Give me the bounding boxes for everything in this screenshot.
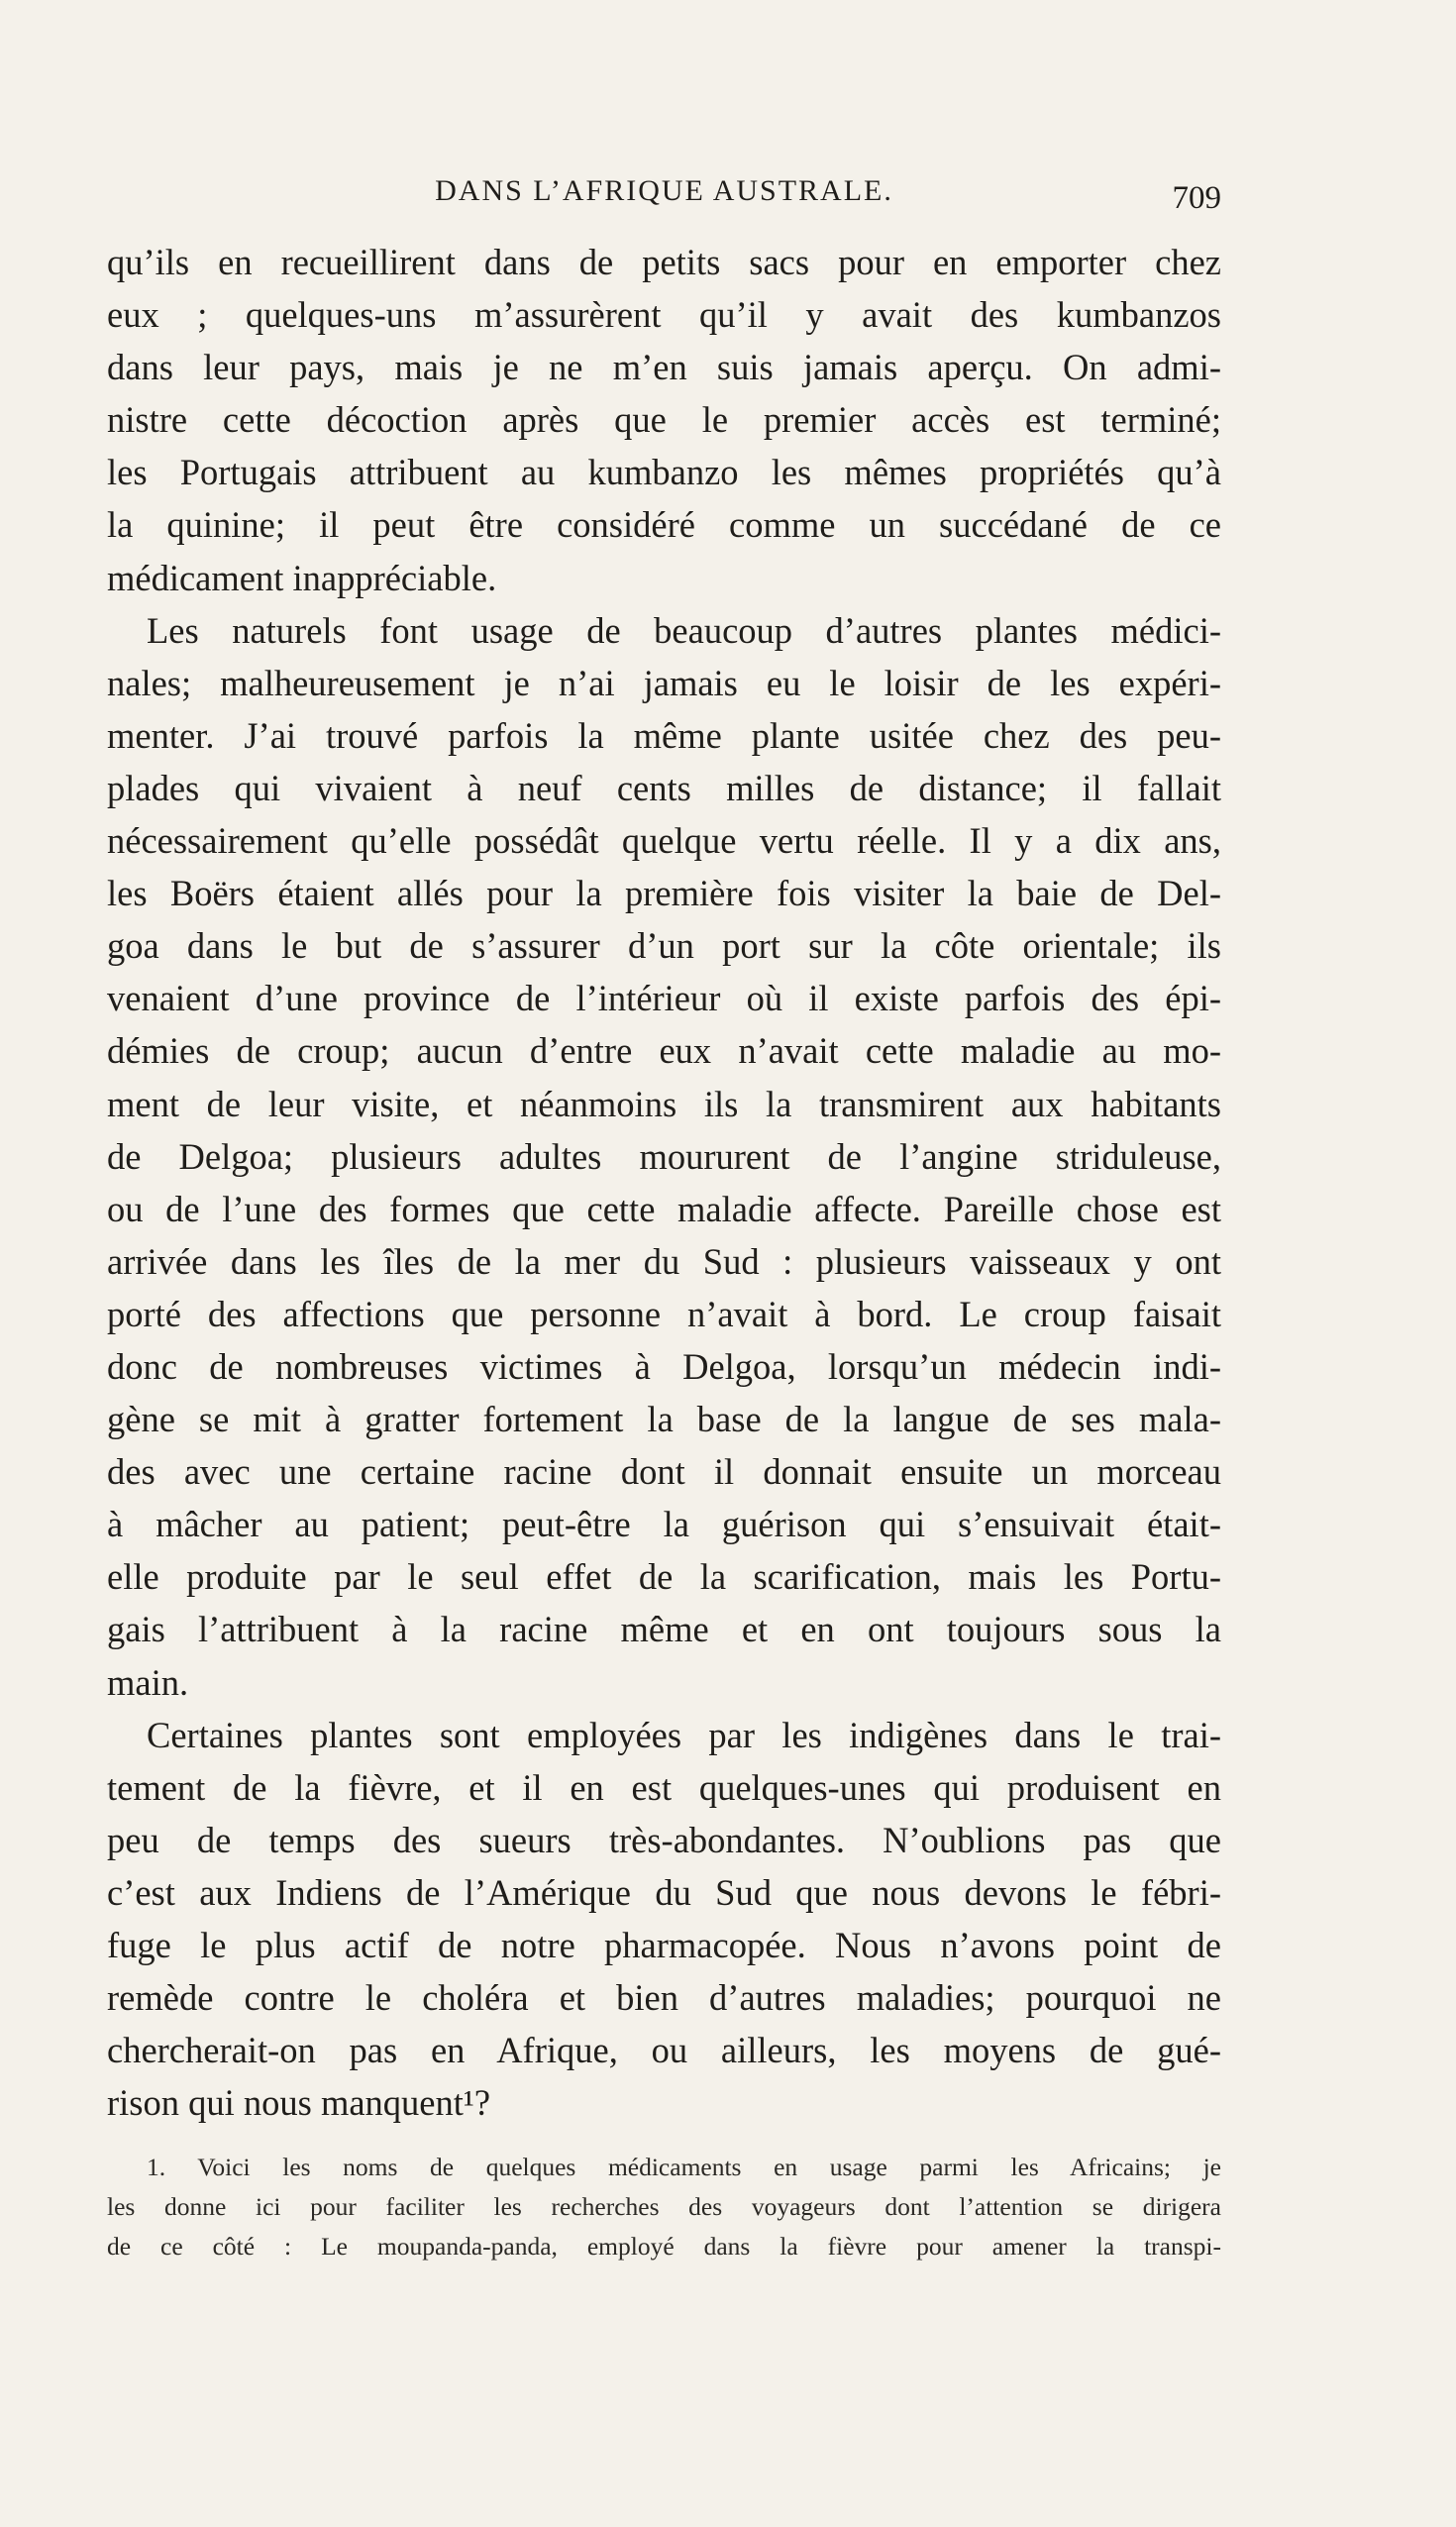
text-line: gène se mit à gratter fortement la base de la langue de ses mala- — [107, 1399, 1221, 1440]
text-line: plades qui vivaient à neuf cents milles de distance; il fallait — [107, 767, 1221, 808]
text-line: porté des affections que personne n’avait à bord. Le croup faisait — [107, 1293, 1221, 1334]
text-line: elle produite par le seul effet de la scarification, mais les Portu- — [107, 1556, 1221, 1598]
running-head: DANS L’AFRIQUE AUSTRALE. — [435, 174, 893, 207]
text-line: nales; malheureusement je n’ai jamais eu le loisir de les expéri- — [107, 662, 1221, 703]
text-line: médicament inappréciable. — [107, 557, 497, 598]
text-line: gais l’attribuent à la racine même et en ont toujours sous la — [107, 1609, 1221, 1650]
text-line: dans leur pays, mais je ne m’en suis jamais aperçu. On admi- — [107, 347, 1221, 388]
text-line: Certaines plantes sont employées par les indigènes dans le trai- — [147, 1714, 1221, 1755]
footnote-line: 1. Voici les noms de quelques médicaments en usage parmi les Africains; je — [147, 2153, 1221, 2181]
text-line: qu’ils en recueillirent dans de petits sacs pour en emporter chez — [107, 242, 1221, 282]
text-line: goa dans le but de s’assurer d’un port sur la côte orientale; ils — [107, 925, 1221, 967]
footnote-line: les donne ici pour faciliter les recherches des voyageurs dont l’attention se dirigera — [107, 2192, 1221, 2221]
text-line: ou de l’une des formes que cette maladie affecte. Pareille chose est — [107, 1188, 1221, 1229]
text-line: rison qui nous manquent¹? — [107, 2082, 491, 2124]
text-line: nistre cette décoction après que le premier accès est terminé; — [107, 399, 1221, 441]
text-line: peu de temps des sueurs très-abondantes. N’oublions pas que — [107, 1819, 1221, 1860]
text-line: venaient d’une province de l’intérieur où il existe parfois des épi- — [107, 978, 1221, 1019]
text-line: c’est aux Indiens de l’Amérique du Sud que nous devons le fébri- — [107, 1871, 1221, 1913]
text-line: ment de leur visite, et néanmoins ils la transmirent aux habitants — [107, 1083, 1221, 1124]
text-line: les Portugais attribuent au kumbanzo les mêmes propriétés qu’à — [107, 452, 1221, 493]
text-line: donc de nombreuses victimes à Delgoa, lorsqu’un médecin indi- — [107, 1345, 1221, 1387]
text-line: fuge le plus actif de notre pharmacopée. Nous n’avons point de — [107, 1925, 1221, 1965]
text-line: à mâcher au patient; peut-être la guérison qui s’ensuivait était- — [107, 1504, 1221, 1545]
text-line: les Boërs étaient allés pour la première fois visiter la baie de Del- — [107, 873, 1221, 914]
text-line: arrivée dans les îles de la mer du Sud : plusieurs vaisseaux y ont — [107, 1240, 1221, 1282]
text-line: eux ; quelques-uns m’assurèrent qu’il y avait des kumbanzos — [107, 294, 1221, 336]
text-line: Les naturels font usage de beaucoup d’autres plantes médici- — [147, 609, 1221, 651]
page-number: 709 — [1172, 180, 1221, 216]
text-line: démies de croup; aucun d’entre eux n’avait cette maladie au mo- — [107, 1030, 1221, 1072]
page-header — [107, 168, 1221, 228]
text-line: menter. J’ai trouvé parfois la même plante usitée chez des peu- — [107, 714, 1221, 756]
text-line: tement de la fièvre, et il en est quelques-unes qui produisent en — [107, 1766, 1221, 1808]
text-line: la quinine; il peut être considéré comme un succédané de ce — [107, 504, 1221, 546]
text-line: main. — [107, 1661, 189, 1703]
text-line: de Delgoa; plusieurs adultes moururent de l’angine striduleuse, — [107, 1135, 1221, 1177]
text-line: des avec une certaine racine dont il donnait ensuite un morceau — [107, 1451, 1221, 1493]
text-line: nécessairement qu’elle possédât quelque vertu réelle. Il y a dix ans, — [107, 820, 1221, 862]
text-line: remède contre le choléra et bien d’autres maladies; pourquoi ne — [107, 1977, 1221, 2019]
footnote — [107, 2148, 1221, 2266]
text-line: chercherait-on pas en Afrique, ou ailleurs, les moyens de gué- — [107, 2030, 1221, 2071]
body-text — [107, 236, 1221, 2129]
footnote-line: de ce côté : Le moupanda-panda, employé dans la fièvre pour amener la transpi- — [107, 2232, 1221, 2261]
